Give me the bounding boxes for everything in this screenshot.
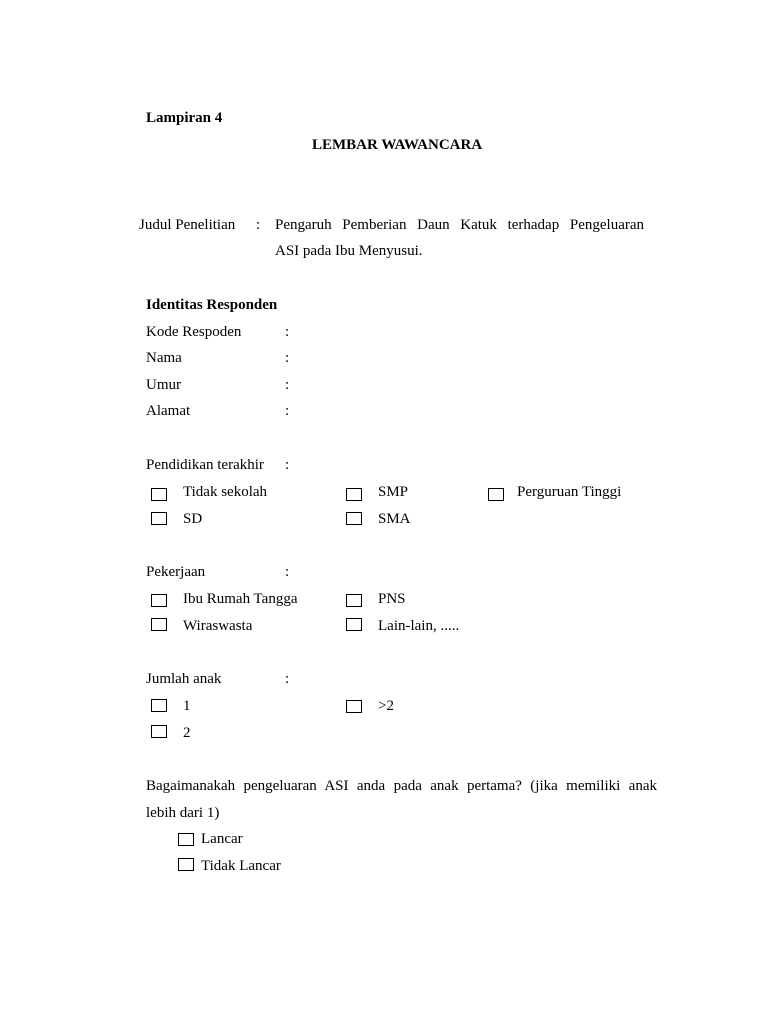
research-title-colon: : (256, 217, 261, 233)
option-ibu-rumah-tangga: Ibu Rumah Tangga (183, 591, 298, 607)
field-colon-kode: : (285, 324, 290, 340)
children-colon: : (285, 671, 290, 687)
option-anak-lebih-2: >2 (378, 698, 394, 714)
checkbox-sd[interactable] (151, 512, 167, 525)
field-label-alamat: Alamat (146, 403, 191, 419)
option-sd: SD (183, 511, 203, 527)
field-label-nama: Nama (146, 350, 182, 366)
option-smp: SMP (378, 484, 409, 500)
checkbox-anak-lebih-2[interactable] (346, 700, 362, 713)
option-tidak-sekolah: Tidak sekolah (183, 484, 268, 500)
research-title-line1: Pengaruh Pemberian Daun Katuk terhadap Pengeluaran (275, 217, 644, 233)
option-anak-1: 1 (183, 698, 191, 714)
checkbox-anak-1[interactable] (151, 699, 167, 712)
checkbox-ibu-rumah-tangga[interactable] (151, 594, 167, 607)
field-colon-nama: : (285, 350, 290, 366)
page-title: LEMBAR WAWANCARA (312, 137, 483, 153)
option-wiraswasta: Wiraswasta (183, 618, 253, 634)
option-anak-2: 2 (183, 725, 191, 741)
education-label: Pendidikan terakhir (146, 457, 264, 473)
research-title-label: Judul Penelitian (139, 217, 236, 233)
appendix-label: Lampiran 4 (146, 110, 223, 126)
checkbox-smp[interactable] (346, 488, 362, 501)
checkbox-sma[interactable] (346, 512, 362, 525)
option-perguruan-tinggi: Perguruan Tinggi (517, 484, 622, 500)
option-tidak-lancar: Tidak Lancar (201, 858, 281, 874)
checkbox-lain-lain[interactable] (346, 618, 362, 631)
research-title-line2: ASI pada Ibu Menyusui. (275, 243, 423, 259)
question-line1: Bagaimanakah pengeluaran ASI anda pada anak pertama? (jika memiliki anak (146, 778, 657, 794)
option-lancar: Lancar (201, 831, 243, 847)
option-pns: PNS (378, 591, 406, 607)
checkbox-perguruan-tinggi[interactable] (488, 488, 504, 501)
field-colon-umur: : (285, 377, 290, 393)
identity-heading: Identitas Responden (146, 297, 278, 313)
children-label: Jumlah anak (146, 671, 222, 687)
field-label-umur: Umur (146, 377, 181, 393)
option-lain-lain: Lain-lain, ..... (378, 618, 460, 634)
checkbox-tidak-lancar[interactable] (178, 858, 194, 871)
checkbox-lancar[interactable] (178, 833, 194, 846)
education-colon: : (285, 457, 290, 473)
checkbox-pns[interactable] (346, 594, 362, 607)
occupation-colon: : (285, 564, 290, 580)
option-sma: SMA (378, 511, 411, 527)
checkbox-tidak-sekolah[interactable] (151, 488, 167, 501)
checkbox-anak-2[interactable] (151, 725, 167, 738)
checkbox-wiraswasta[interactable] (151, 618, 167, 631)
question-line2: lebih dari 1) (146, 805, 220, 821)
field-colon-alamat: : (285, 403, 290, 419)
field-label-kode: Kode Respoden (146, 324, 242, 340)
occupation-label: Pekerjaan (146, 564, 206, 580)
